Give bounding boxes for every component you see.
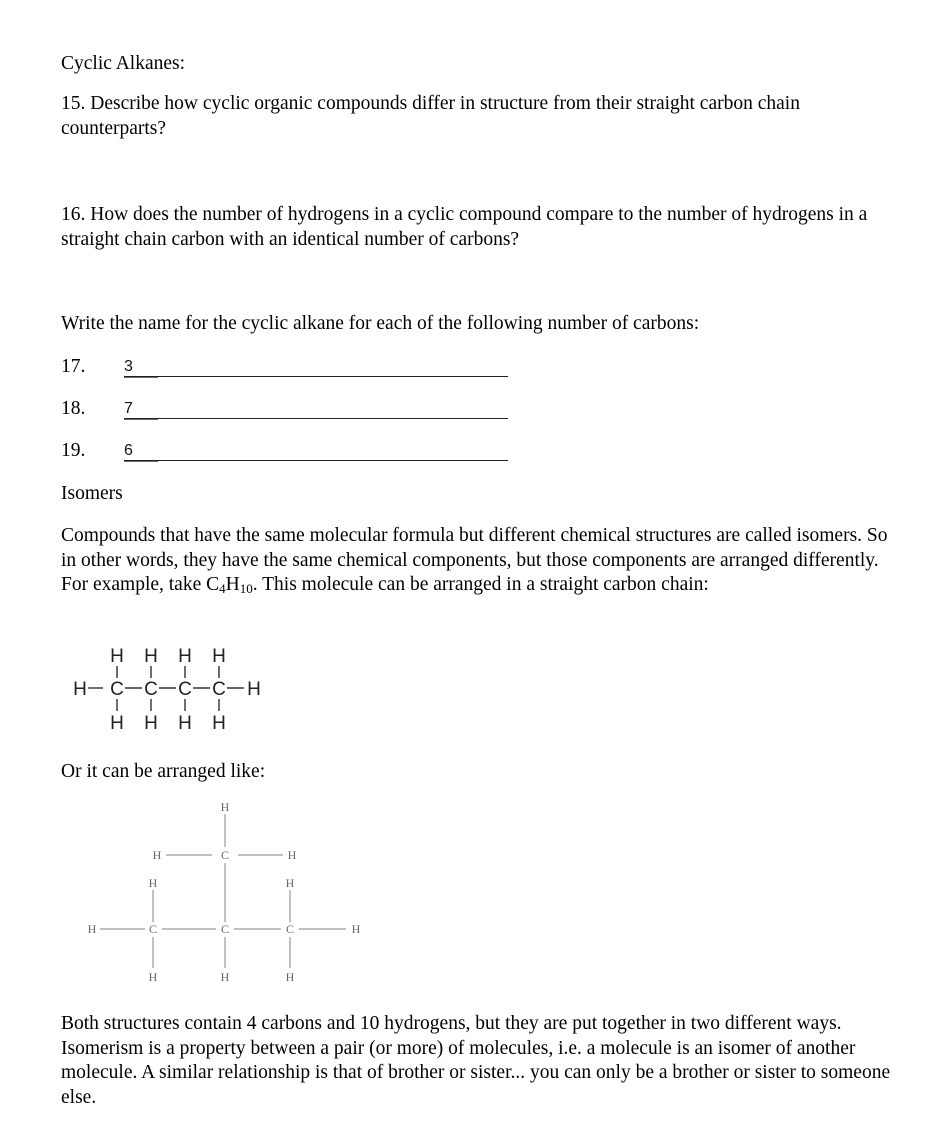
answer-cursor-mark [124, 377, 158, 378]
atom-h: H [110, 646, 124, 667]
atom-h: H [73, 679, 87, 700]
arranged-like-text: Or it can be arranged like: [61, 761, 266, 782]
atom-h: H [212, 646, 226, 667]
atom-c: C [148, 922, 158, 936]
atom-h: H [285, 970, 295, 984]
atom-h: H [178, 713, 192, 734]
atom-h: H [110, 713, 124, 734]
atom-h: H [247, 679, 261, 700]
atom-c: C [178, 679, 192, 700]
instruction-text: Write the name for the cyclic alkane for each of the following number of carbons: [61, 313, 700, 334]
atom-c: C [220, 848, 230, 862]
question-19-carbons: 6 [124, 442, 133, 459]
atom-h: H [285, 876, 295, 890]
atom-c: C [110, 679, 124, 700]
atom-h: H [144, 713, 158, 734]
question-15: 15. Describe how cyclic organic compounds differ in structure from their straight carbon chain counterparts? [61, 93, 800, 139]
answer-underline [124, 460, 508, 461]
answer-underline [124, 418, 508, 419]
answer-cursor-mark [124, 419, 158, 420]
answer-cursor-mark [124, 461, 158, 462]
atom-h: H [220, 800, 230, 814]
question-17-carbons: 3 [124, 358, 133, 375]
atom-c: C [220, 922, 230, 936]
branched-structure [80, 796, 380, 986]
isomers-definition: Compounds that have the same molecular formula but different chemical structures are called isomers. So in other words, they have the same chemical components, but those components are arranged differently. For example, take $C_4H_{10}$. This molecule can be arranged in a straight carbon chain: [61, 525, 888, 596]
isomers-heading: Isomers [61, 483, 123, 504]
atom-c: C [144, 679, 158, 700]
question-16: 16. How does the number of hydrogens in a cyclic compound compare to the number of hydrogens in a straight chain carbon with an identical number of carbons? [61, 204, 868, 250]
atom-h: H [287, 848, 297, 862]
question-19-number: 19. [61, 440, 86, 461]
straight-chain-butane-structure [70, 642, 290, 734]
question-17-number: 17. [61, 356, 86, 377]
atom-h: H [212, 713, 226, 734]
cyclic-alkanes-heading: Cyclic Alkanes: [61, 53, 186, 74]
atom-c: C [285, 922, 295, 936]
atom-h: H [152, 848, 162, 862]
question-18-carbons: 7 [124, 400, 133, 417]
atom-c: C [212, 679, 226, 700]
atom-h: H [178, 646, 192, 667]
question-18-number: 18. [61, 398, 86, 419]
atom-h: H [351, 922, 361, 936]
atom-h: H [87, 922, 97, 936]
isomers-conclusion: Both structures contain 4 carbons and 10 hydrogens, but they are put together in two different ways. Isomerism is a property between a pair (or more) of molecules, i.e. a molecule is an isomer of another molecule. A similar relationship is that of brother or sister... you can only be a brother or sister to someone else. [61, 1013, 891, 1108]
atom-h: H [144, 646, 158, 667]
atom-h: H [220, 970, 230, 984]
atom-h: H [148, 876, 158, 890]
atom-h: H [148, 970, 158, 984]
answer-underline [124, 376, 508, 377]
